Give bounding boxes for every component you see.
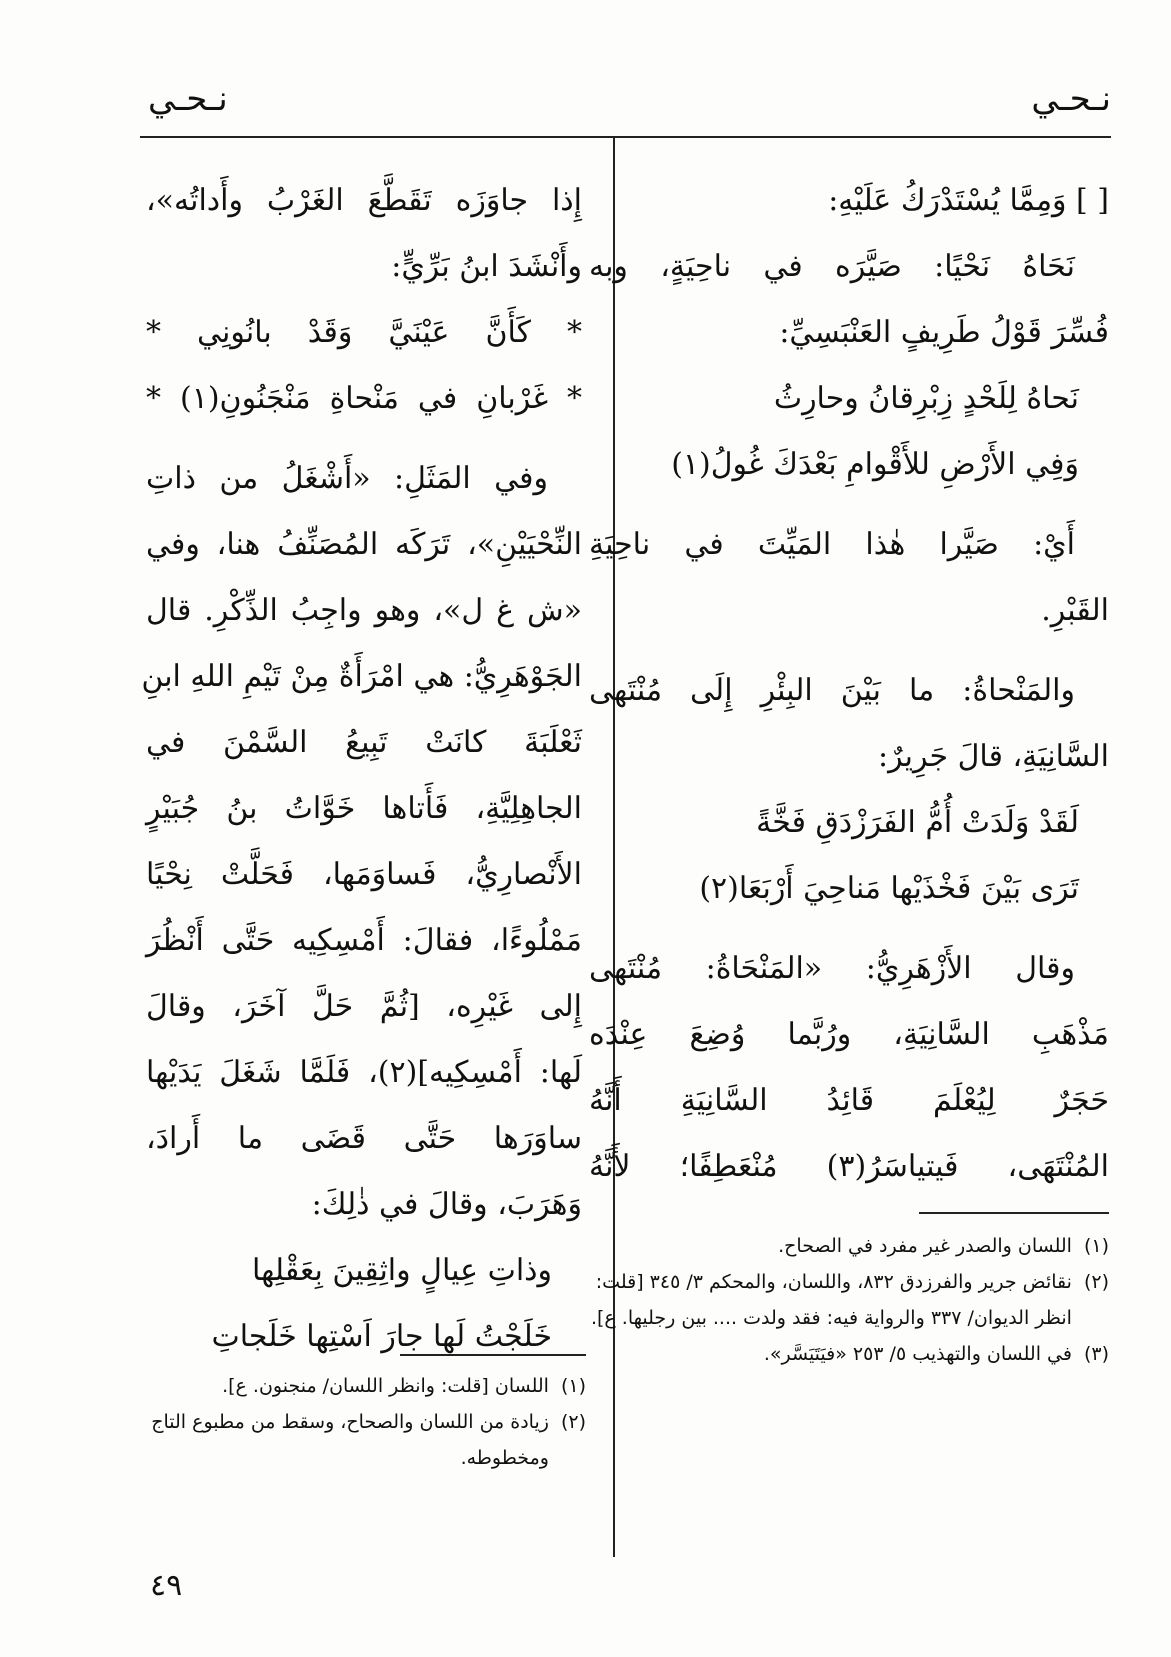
text-line: «ش غ ل»، وهو واجِبُ الذِّكْرِ. قال — [146, 593, 582, 628]
running-head-left: نـحـي — [148, 79, 228, 119]
footnote-text: اللسان والصدر غير مفرد في الصحاح. — [778, 1235, 1072, 1257]
text-line: السَّانِيَةِ، قالَ جَرِيرٌ: — [877, 739, 1109, 774]
left-column — [141, 168, 583, 1370]
footnote — [146, 1368, 586, 1404]
footnote-number: (٢) — [560, 1411, 586, 1433]
paragraph-gap — [589, 922, 1109, 936]
header-rule — [140, 136, 1111, 138]
footnote-text: في اللسان والتهذيب ٥/ ٢٥٣ «فيَتَيَسَّر». — [763, 1343, 1072, 1365]
text-line: مَذْهَبِ السَّانِيَةِ، ورُبَّما وُضِعَ عِنْدَه — [589, 1017, 1109, 1052]
verse-line: وذاتِ عِيالٍ واثِقِينَ بِعَقْلِها — [251, 1253, 552, 1288]
text-line: والمَنْحاةُ: ما بَيْنَ البِئْرِ إِلَى مُنْتَهى — [589, 673, 1075, 708]
verse-line: خَلَجْتُ لَها جارَ اَسْتِها خَلَجاتِ — [211, 1319, 552, 1354]
footnote-text: زيادة من اللسان والصحاح، وسقط من مطبوع التاج ومخطوطه. — [151, 1411, 549, 1469]
text-line: [ ] وَمِمَّا يُسْتَدْرَكُ عَلَيْهِ: — [828, 183, 1109, 218]
text-line: حَجَرٌ لِيُعْلَمَ قَائِدُ السَّانِيَةِ أَنَّهُ — [589, 1083, 1109, 1118]
text-line: ساوَرَها حَتَّى قَضَى ما أَرادَ، — [146, 1121, 582, 1156]
text-line: فُسِّرَ قَوْلُ طَرِيفٍ العَنْبَسِيِّ: — [779, 315, 1109, 350]
footnote-number: (١) — [1083, 1235, 1109, 1257]
footnotes-right — [589, 1228, 1109, 1372]
text-line: وفي المَثَلِ: «أَشْغَلُ من ذاتِ — [146, 461, 548, 496]
text-line: النِّحْيَيْنِ»، تَرَكَه المُصَنِّفُ هنا، وفي — [146, 527, 582, 562]
text-line: وأَنْشَدَ ابنُ بَرِّيٍّ: — [391, 249, 582, 284]
text-line: وقال الأَزْهَرِيُّ: «المَنْحَاةُ: مُنْتَهى — [589, 951, 1075, 986]
footnote — [589, 1336, 1109, 1372]
verse-line: لَقَدْ وَلَدَتْ أُمُّ الفَرَزْدَقِ فَخَّةً — [756, 805, 1079, 840]
text-line: وَهَرَبَ، وقالَ في ذٰلِكَ: — [311, 1187, 582, 1222]
text-line: مَمْلُوءًا، فقالَ: أَمْسِكِيه حَتَّى أَنْظُرَ — [146, 923, 582, 958]
footnote-text: اللسان [قلت: وانظر اللسان/ منجنون. ع]. — [222, 1375, 549, 1397]
footnote-number: (٣) — [1083, 1343, 1109, 1365]
footnote-number: (١) — [560, 1375, 586, 1397]
verse-line: نَحاهُ لِلَحْدٍ زِبْرِقانُ وحارِثُ — [773, 381, 1079, 416]
footnote-text: نقائض جرير والفرزدق ٨٣٢، واللسان، والمحكم ٣/ ٣٤٥ [قلت: انظر الديوان/ ٣٣٧ والرواية فيه: فقد ولدت .... بين رجليها. ع]. — [590, 1271, 1072, 1329]
text-line: لَها: أَمْسِكِيه](٢)، فَلَمَّا شَغَلَ يَدَيْها — [146, 1055, 582, 1090]
running-head-right: نـحـي — [1031, 79, 1111, 119]
text-line: إِلى غَيْرِه، [ثُمَّ حَلَّ آخَرَ، وقالَ — [146, 989, 582, 1024]
text-line: الجاهِلِيَّةِ، فَأَتاها خَوَّاتُ بنُ جُبَيْرٍ — [146, 791, 582, 826]
text-line: ثَعْلَبَةَ كانَتْ تَبِيعُ السَّمْنَ في — [146, 725, 582, 760]
verse-line: تَرَى بَيْنَ فَخْذَيْها مَناحِيَ أَرْبَعَا(٢) — [699, 871, 1079, 906]
text-line: القَبْرِ. — [1041, 593, 1109, 628]
text-line: * كَأَنَّ عَيْنَيَّ وَقَدْ بانُونِي * — [146, 315, 582, 350]
right-column — [589, 168, 1109, 1200]
paragraph-gap — [146, 432, 582, 446]
footnote-number: (٢) — [1083, 1271, 1109, 1293]
footnote — [589, 1228, 1109, 1264]
footnote-rule-left — [400, 1354, 586, 1356]
text-line: * غَرْبانِ في مَنْحاةِ مَنْجَنُونِ(١) * — [146, 381, 583, 416]
paragraph-gap — [589, 644, 1109, 658]
text-line: الأَنْصارِيُّ، فَساوَمَها، فَحَلَّتْ نِحْيًا — [146, 857, 582, 892]
footnote — [589, 1264, 1109, 1336]
verse-line: وَفِي الأَرْضِ للأَقْوامِ بَعْدَكَ غُولُ(١) — [671, 447, 1079, 482]
text-line: أَيْ: صَيَّرا هٰذا المَيِّتَ في ناحِيَةِ — [589, 527, 1075, 562]
page-number: ٤٩ — [150, 1568, 183, 1603]
footnote-rule-right — [919, 1212, 1109, 1214]
text-line: الجَوْهَرِيُّ: هي امْرَأَةٌ مِنْ تَيْمِ اللهِ ابنِ — [141, 659, 582, 694]
footnotes-left — [146, 1368, 586, 1476]
footnote — [146, 1404, 586, 1476]
text-line: نَحَاهُ نَحْيًا: صَيَّرَه في ناحِيَةٍ، وبه — [589, 249, 1075, 284]
text-line: المُنْتَهَى، فَيتياسَرُ(٣) مُنْعَطِفًا؛ لأَنَّهُ — [589, 1149, 1109, 1184]
paragraph-gap — [589, 498, 1109, 512]
text-line: إِذا جاوَزَه تَقَطَّعَ الغَرْبُ وأَداتُه»، — [146, 183, 582, 218]
